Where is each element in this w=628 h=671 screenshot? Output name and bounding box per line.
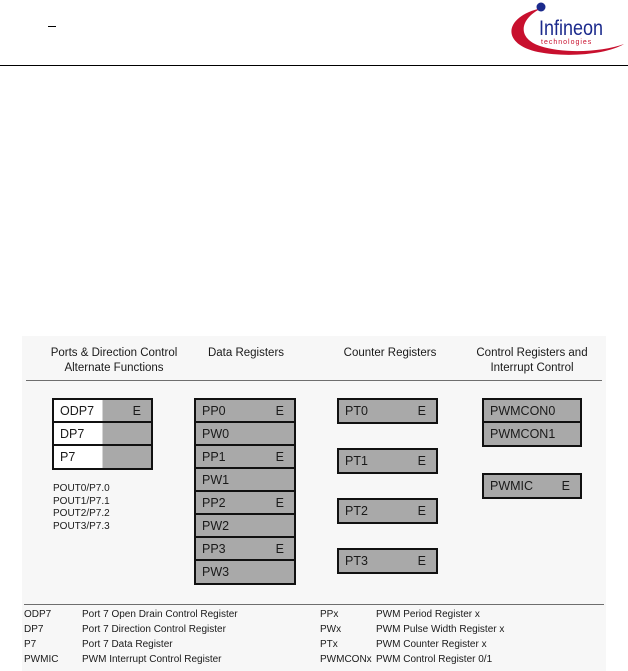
register-pt0 (339, 400, 436, 422)
legend-desc: PWM Pulse Width Register x (376, 624, 505, 635)
register-flag: E (275, 404, 284, 418)
logo-dot (537, 3, 546, 12)
logo-graphic (498, 0, 626, 60)
legend-right (320, 607, 504, 667)
register-pwmcon0 (484, 400, 580, 423)
counter-register-pt0 (337, 398, 438, 424)
register-pt3 (339, 550, 436, 572)
register-name: PP3 (202, 542, 226, 556)
register-flag: E (417, 404, 426, 418)
legend-divider (24, 604, 604, 605)
register-name: P7 (60, 450, 76, 464)
legend-entry (320, 637, 504, 652)
legend-abbr: PTx (320, 639, 338, 650)
register-flag: E (132, 404, 141, 418)
legend-desc: Port 7 Data Register (82, 639, 173, 650)
column-heading-line: Counter Registers (343, 347, 437, 359)
register-flag: E (417, 454, 426, 468)
register-name: PW3 (202, 565, 230, 579)
register-flag: E (417, 504, 426, 518)
legend-abbr: PWx (320, 624, 342, 635)
column-heading-line: Control Registers and (476, 347, 588, 359)
register-pt1 (339, 450, 436, 472)
alternate-function: POUT2/P7.2 (53, 508, 110, 519)
column-heading-line: Interrupt Control (490, 362, 574, 374)
register-name: PWMCON1 (490, 427, 556, 441)
register-name: ODP7 (60, 404, 95, 418)
column-heading-ports (24, 346, 204, 376)
register-flag: E (561, 479, 570, 493)
register-name: PWMIC (490, 479, 534, 493)
register-pp2 (196, 492, 294, 515)
register-pw3 (196, 561, 294, 583)
data-register-stack (194, 398, 296, 585)
register-name: PW1 (202, 473, 230, 487)
alternate-function: POUT0/P7.0 (53, 483, 110, 494)
legend-entry (24, 607, 238, 622)
legend-abbr: PWMCONx (320, 654, 372, 665)
register-name: PT1 (345, 454, 368, 468)
header-rule (0, 65, 628, 66)
register-name: PWMCON0 (490, 404, 556, 418)
register-pp3 (196, 538, 294, 561)
register-flag: E (417, 554, 426, 568)
column-heading-line: Alternate Functions (64, 362, 164, 374)
register-name: DP7 (60, 427, 85, 441)
header-dash (48, 26, 56, 27)
legend-entry (24, 652, 238, 667)
alternate-function-list (53, 483, 110, 533)
counter-register-pt2 (337, 498, 438, 524)
register-pp1 (196, 446, 294, 469)
register-pwmcon1 (484, 423, 580, 445)
register-name: PP0 (202, 404, 226, 418)
register-pw2 (196, 515, 294, 538)
alternate-function: POUT1/P7.1 (53, 495, 110, 507)
legend-desc: PWM Period Register x (376, 609, 480, 620)
column-heading-counter (330, 346, 450, 361)
legend-entry (24, 637, 238, 652)
register-pwmic (484, 475, 580, 497)
legend-abbr: DP7 (24, 624, 44, 635)
legend-desc: Port 7 Direction Control Register (82, 624, 226, 635)
register-pw1 (196, 469, 294, 492)
register-flag: E (275, 542, 284, 556)
legend-desc: PWM Control Register 0/1 (376, 654, 493, 665)
legend-abbr: P7 (24, 639, 37, 650)
column-heading-control (462, 346, 602, 376)
logo-brand: Infineon (539, 17, 603, 40)
control-register-stack (482, 398, 582, 447)
legend-desc: PWM Counter Register x (376, 639, 487, 650)
register-pw0 (196, 423, 294, 446)
register-pp0 (196, 400, 294, 423)
legend-entry (320, 652, 504, 667)
heading-divider (26, 380, 602, 381)
legend-entry (320, 607, 504, 622)
legend-desc: PWM Interrupt Control Register (82, 654, 222, 665)
legend-abbr: PWMIC (24, 654, 59, 665)
interrupt-register-stack (482, 473, 582, 499)
port-register-stack (52, 398, 153, 470)
column-heading-line: Ports & Direction Control (50, 347, 178, 359)
counter-register-pt1 (337, 448, 438, 474)
register-name: PW0 (202, 427, 230, 441)
register-p7 (54, 446, 151, 468)
register-name: PT2 (345, 504, 368, 518)
register-name: PP2 (202, 496, 226, 510)
register-dp7 (54, 423, 151, 446)
register-name: PW2 (202, 519, 230, 533)
register-name: PT0 (345, 404, 368, 418)
legend-abbr: PPx (320, 609, 339, 620)
register-name: PT3 (345, 554, 368, 568)
legend-desc: Port 7 Open Drain Control Register (82, 609, 238, 620)
legend-left (24, 607, 238, 667)
pwm-register-figure (22, 336, 606, 671)
legend-abbr: ODP7 (24, 609, 52, 620)
alternate-function: POUT3/P7.3 (53, 520, 110, 532)
counter-register-pt3 (337, 548, 438, 574)
logo-tagline: technologies (541, 39, 593, 46)
register-odp7 (54, 400, 151, 423)
legend-entry (320, 622, 504, 637)
register-flag: E (275, 450, 284, 464)
column-heading-data (194, 346, 298, 361)
infineon-logo (498, 0, 626, 60)
register-name: PP1 (202, 450, 226, 464)
column-heading-line: Data Registers (207, 347, 285, 359)
register-flag: E (275, 496, 284, 510)
register-pt2 (339, 500, 436, 522)
legend-entry (24, 622, 238, 637)
